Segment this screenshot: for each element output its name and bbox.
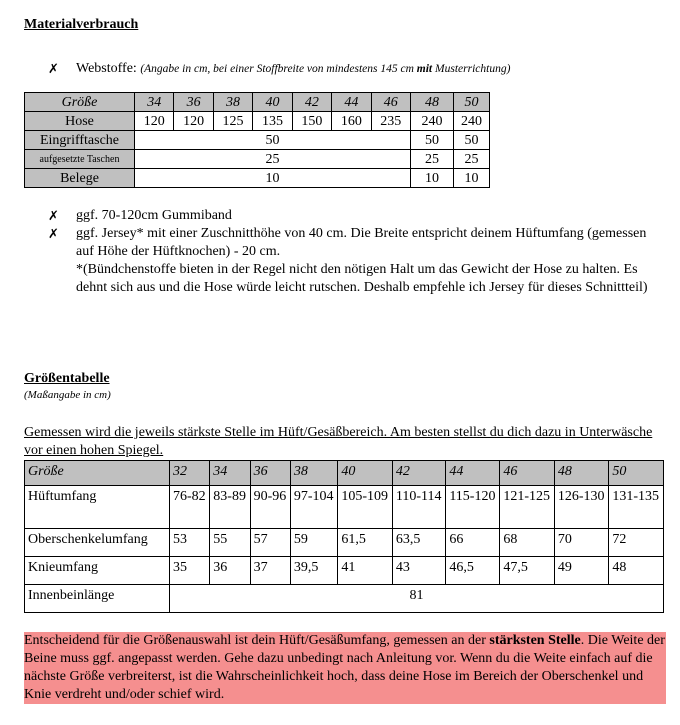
table-cell: 125 [213, 112, 252, 131]
sizes-subheading: (Maßangabe in cm) [24, 389, 111, 401]
bullet-text: ggf. Jersey* mit einer Zuschnitthöhe von 40 cm. Die Breite entspricht deinem Hüftumfang (gemessen auf Höhe der Hüftknochen) - 20 cm. [76, 226, 647, 259]
size-cell: 44 [332, 93, 371, 112]
row-label: Hüftumfang [25, 486, 170, 529]
row-label: Oberschenkelumfang [25, 529, 170, 557]
aufgesetzt-label: aufgesetzte Taschen [25, 150, 135, 169]
table-cell: 25 [411, 150, 454, 169]
hose-row [25, 112, 490, 131]
size-advice-note: Entscheidend für die Größenauswahl ist dein Hüft/Gesäßumfang, gemessen an der stärksten Stelle. Die Weite der Beine muss ggf. angepasst werden. Gehe dazu unbedingt nach Anleitung vor. Wenn du die Weite einfach auf die nächste Größe verbreiterst, ist die Wahrscheinlichkeit hoch, dass deine Hose im Bereich der Oberschenkel und Knie verdreht und/oder schief wird. [24, 633, 665, 702]
hose-label: Hose [25, 112, 135, 131]
bullet-gummiband [48, 207, 668, 225]
table-cell: 240 [411, 112, 454, 131]
size-cell: 46 [500, 461, 555, 486]
table-cell: 97-104 [290, 486, 337, 529]
sizes-heading: Größentabelle [24, 371, 110, 386]
jersey-note: *(Bündchenstoffe bieten in der Regel nicht den nötigen Halt um das Gewicht der Hose zu halten. Es dehnt sich aus und die Hose würde leicht rutschen. Deshalb empfehle ich Jersey für dieses Schnittteil) [76, 262, 648, 295]
table-cell: 120 [174, 112, 213, 131]
table-cell: 120 [135, 112, 174, 131]
bullet-text: ggf. 70-120cm Gummiband [76, 208, 232, 223]
material-table [24, 92, 490, 188]
table-cell: 150 [292, 112, 331, 131]
table-cell: 160 [332, 112, 371, 131]
table-cell: 50 [135, 131, 411, 150]
table-cell: 105-109 [338, 486, 393, 529]
size-cell: 42 [392, 461, 445, 486]
row-label: Innenbeinlänge [25, 585, 170, 613]
size-table-header-row [25, 461, 664, 486]
eingriff-label: Eingrifftasche [25, 131, 135, 150]
webstoffe-label: Webstoffe: [76, 61, 137, 76]
size-cell: 48 [411, 93, 454, 112]
table-cell: 63,5 [392, 529, 445, 557]
cross-bullet-icon: ✗ [48, 61, 59, 76]
table-cell: 135 [253, 112, 292, 131]
table-cell: 36 [210, 557, 250, 585]
table-cell: 76-82 [170, 486, 210, 529]
table-cell: 81 [170, 585, 664, 613]
size-cell: 44 [446, 461, 500, 486]
eingriff-row [25, 131, 490, 150]
size-cell: 36 [174, 93, 213, 112]
table-cell: 90-96 [250, 486, 290, 529]
innenbein-row [25, 585, 664, 613]
size-header-cell: Größe [25, 93, 135, 112]
size-cell: 40 [338, 461, 393, 486]
size-cell: 34 [135, 93, 174, 112]
table-cell: 240 [454, 112, 490, 131]
table-cell: 72 [609, 529, 664, 557]
cross-bullet-icon: ✗ [48, 208, 59, 223]
table-cell: 59 [290, 529, 337, 557]
webstoffe-line [48, 60, 668, 78]
table-cell: 25 [454, 150, 490, 169]
cross-bullet-icon: ✗ [48, 226, 59, 241]
table-cell: 83-89 [210, 486, 250, 529]
webstoffe-note: (Angabe in cm, bei einer Stoffbreite von mindestens 145 cm mit Musterrichtung) [140, 63, 511, 75]
table-cell: 235 [371, 112, 410, 131]
table-cell: 10 [454, 169, 490, 188]
table-cell: 53 [170, 529, 210, 557]
size-cell: 38 [290, 461, 337, 486]
table-cell: 57 [250, 529, 290, 557]
table-cell: 68 [500, 529, 555, 557]
size-header-cell: Größe [25, 461, 170, 486]
size-table [24, 460, 664, 613]
size-cell: 50 [609, 461, 664, 486]
size-cell: 32 [170, 461, 210, 486]
table-cell: 25 [135, 150, 411, 169]
table-cell: 131-135 [609, 486, 664, 529]
table-row [25, 486, 664, 529]
material-heading: Materialverbrauch [24, 17, 139, 32]
bullet-jersey [48, 225, 658, 261]
table-cell: 126-130 [554, 486, 609, 529]
table-cell: 110-114 [392, 486, 445, 529]
table-cell: 70 [554, 529, 609, 557]
size-cell: 50 [454, 93, 490, 112]
table-cell: 39,5 [290, 557, 337, 585]
belege-label: Belege [25, 169, 135, 188]
table-cell: 37 [250, 557, 290, 585]
table-cell: 41 [338, 557, 393, 585]
table-cell: 47,5 [500, 557, 555, 585]
table-cell: 50 [454, 131, 490, 150]
size-cell: 38 [213, 93, 252, 112]
size-cell: 34 [210, 461, 250, 486]
table-cell: 115-120 [446, 486, 500, 529]
table-cell: 121-125 [500, 486, 555, 529]
table-row [25, 529, 664, 557]
size-cell: 40 [253, 93, 292, 112]
row-label: Knieumfang [25, 557, 170, 585]
table-cell: 35 [170, 557, 210, 585]
table-cell: 48 [609, 557, 664, 585]
table-cell: 46,5 [446, 557, 500, 585]
size-cell: 36 [250, 461, 290, 486]
material-table-header-row [25, 93, 490, 112]
aufgesetzt-row [25, 150, 490, 169]
table-cell: 49 [554, 557, 609, 585]
table-cell: 10 [135, 169, 411, 188]
table-cell: 50 [411, 131, 454, 150]
table-cell: 55 [210, 529, 250, 557]
sizes-intro: Gemessen wird die jeweils stärkste Stelle im Hüft/Gesäßbereich. Am besten stellst du dich dazu in Unterwäsche vor einen hohen Spiegel. [24, 425, 653, 458]
size-cell: 46 [371, 93, 410, 112]
size-cell: 42 [292, 93, 331, 112]
table-cell: 61,5 [338, 529, 393, 557]
size-cell: 48 [554, 461, 609, 486]
table-row [25, 557, 664, 585]
table-cell: 10 [411, 169, 454, 188]
table-cell: 66 [446, 529, 500, 557]
belege-row [25, 169, 490, 188]
table-cell: 43 [392, 557, 445, 585]
